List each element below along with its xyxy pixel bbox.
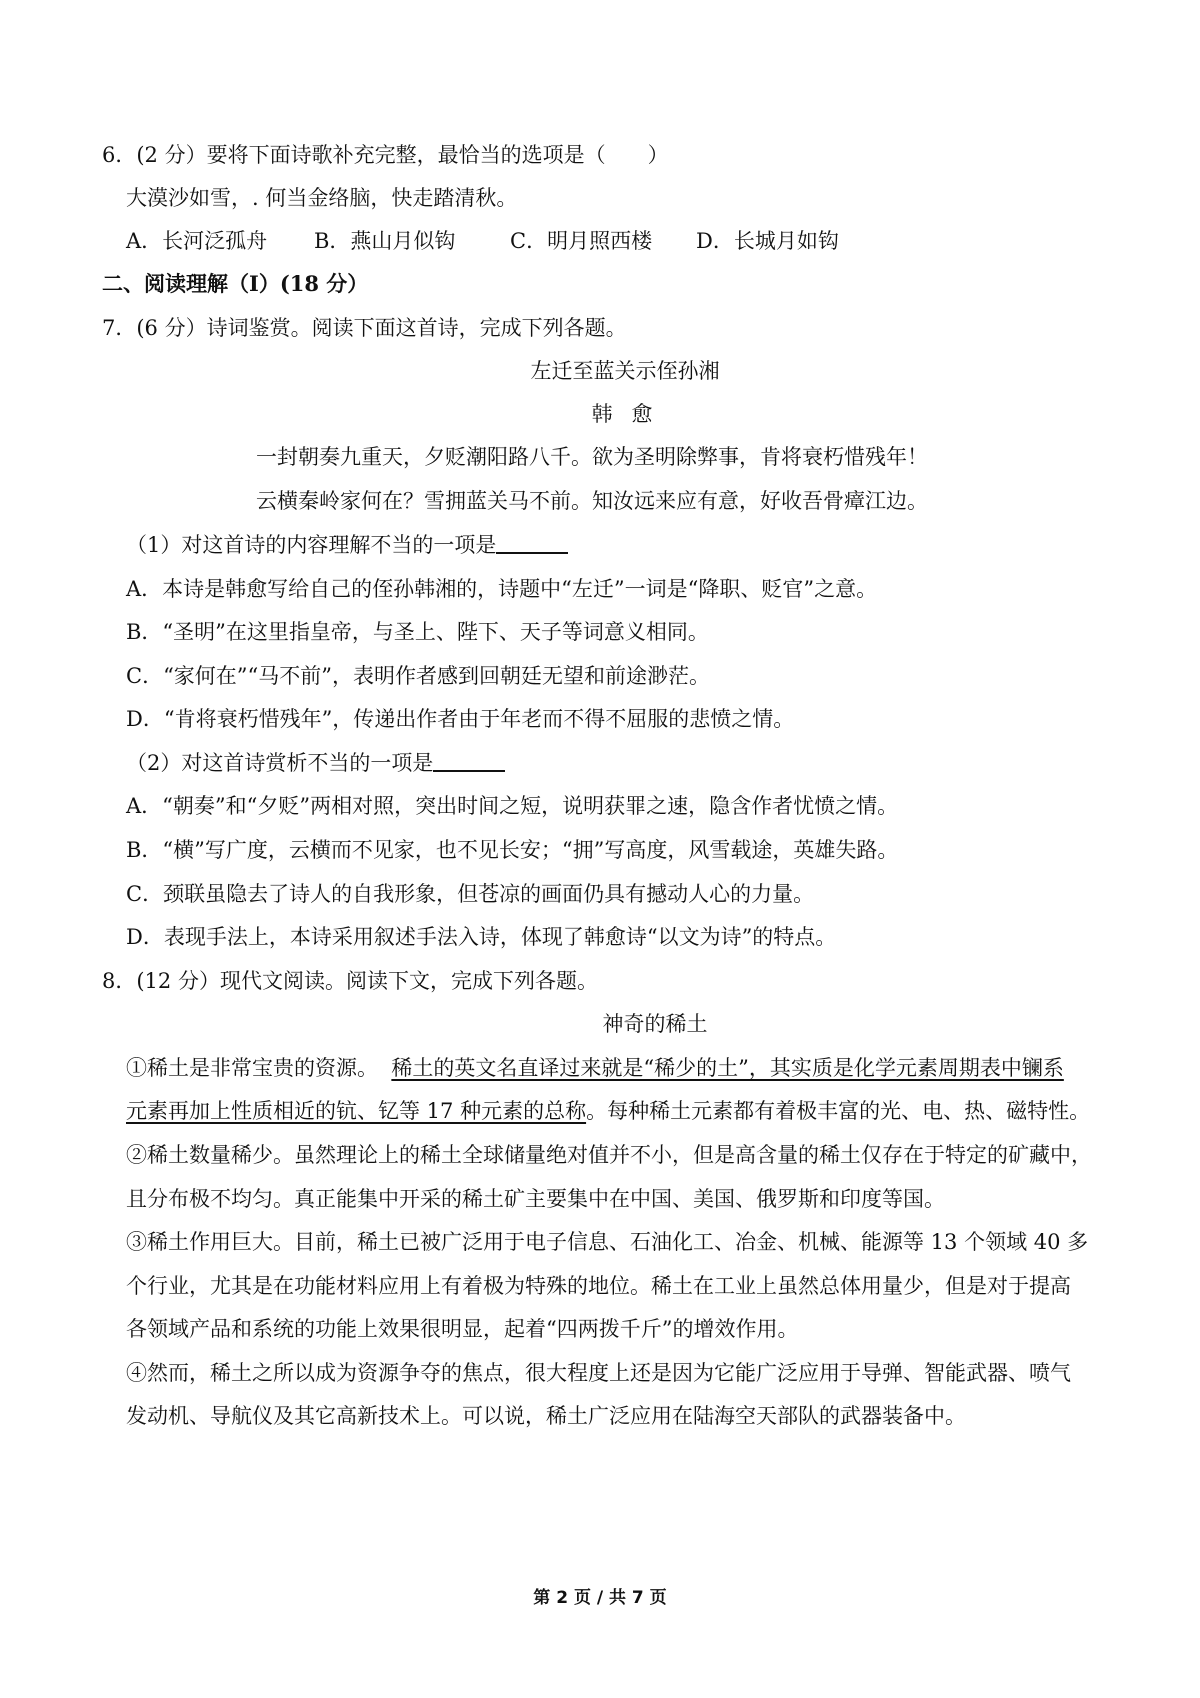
section-heading: 二、阅读理解（Ⅰ）(18 分）	[102, 271, 369, 296]
q7-stem: 7．(6 分）诗词鉴赏。阅读下面这首诗，完成下列各题。	[102, 316, 627, 340]
q7-sub1-option-d: D．“肯将衰朽惜残年”，传递出作者由于年老而不得不屈服的悲愤之情。	[126, 707, 795, 731]
q7-sub1-text: （1）对这首诗的内容理解不当的一项是	[126, 533, 497, 557]
q7-sub2-stem	[126, 748, 505, 778]
answer-blank	[433, 748, 505, 772]
q7-sub2-option-b: B．“横”写广度，云横而不见家，也不见长安；“拥”写高度，风雪载途，英雄失路。	[126, 838, 899, 862]
p1-underlined: 稀土的英文名直译过来就是“稀少的土”，其实质是化学元素周期表中镧系	[391, 1056, 1064, 1080]
answer-blank	[496, 530, 568, 554]
article-title: 神奇的稀土	[602, 1012, 708, 1036]
q7-sub1-stem	[126, 530, 568, 560]
paragraph-3-line-3: 各领域产品和系统的功能上效果很明显，起着“四两拨千斤”的增效作用。	[126, 1317, 799, 1341]
q7-sub2-text: （2）对这首诗赏析不当的一项是	[126, 751, 434, 775]
poem-line-1: 一封朝奏九重天，夕贬潮阳路八千。欲为圣明除弊事，肯将衰朽惜残年！	[256, 445, 928, 469]
q6-option-b: B．燕山月似钩	[314, 229, 456, 253]
q6-option-a: A．长河泛孤舟	[126, 229, 268, 253]
q7-sub2-option-d: D．表现手法上，本诗采用叙述手法入诗，体现了韩愈诗“以文为诗”的特点。	[126, 925, 837, 949]
paragraph-4-line-2: 发动机、导航仪及其它高新技术上。可以说，稀土广泛应用在陆海空天部队的武器装备中。	[126, 1404, 966, 1428]
p1-plain: ①稀土是非常宝贵的资源。	[126, 1056, 378, 1080]
paragraph-1-line-2	[126, 1096, 1090, 1126]
paragraph-4-line-1: ④然而，稀土之所以成为资源争夺的焦点，很大程度上还是因为它能广泛应用于导弹、智能武器、喷气	[126, 1361, 1071, 1385]
q7-sub2-option-a: A．“朝奏”和“夕贬”两相对照，突出时间之短，说明获罪之速，隐含作者忧愤之情。	[126, 794, 899, 818]
q7-sub1-option-c: C．“家何在”“马不前”，表明作者感到回朝廷无望和前途渺茫。	[126, 664, 711, 688]
poem-title: 左迁至蓝关示侄孙湘	[530, 359, 720, 383]
q6-stem: 6．(2 分）要将下面诗歌补充完整，最恰当的选项是（ ）	[102, 143, 669, 167]
p1-underlined-cont: 元素再加上性质相近的钪、钇等 17 种元素的总称	[126, 1099, 587, 1123]
paragraph-3-line-1: ③稀土作用巨大。目前，稀土已被广泛用于电子信息、石油化工、冶金、机械、能源等 13 个领域 40 多	[126, 1230, 1089, 1254]
p1-rest: 。每种稀土元素都有着极丰富的光、电、热、磁特性。	[586, 1099, 1091, 1123]
q6-option-d: D．长城月如钩	[696, 229, 839, 253]
paragraph-1-line-1	[126, 1053, 1064, 1083]
q7-sub2-option-c: C．颈联虽隐去了诗人的自我形象，但苍凉的画面仍具有撼动人心的力量。	[126, 882, 815, 906]
q6-poem: 大漠沙如雪，. 何当金络脑，快走踏清秋。	[126, 186, 518, 210]
paragraph-3-line-2: 个行业，尤其是在功能材料应用上有着极为特殊的地位。稀土在工业上虽然总体用量少，但是对于提高	[126, 1274, 1071, 1298]
poem-author: 韩 愈	[591, 402, 659, 426]
q6-option-c: C．明月照西楼	[510, 229, 653, 253]
paragraph-2-line-2: 且分布极不均匀。真正能集中开采的稀土矿主要集中在中国、美国、俄罗斯和印度等国。	[126, 1187, 945, 1211]
page-number: 第 2 页 / 共 7 页	[533, 1588, 667, 1608]
q7-sub1-option-b: B．“圣明”在这里指皇帝，与圣上、陛下、天子等词意义相同。	[126, 620, 709, 644]
paragraph-2-line-1: ②稀土数量稀少。虽然理论上的稀土全球储量绝对值并不小，但是高含量的稀土仅存在于特定的矿藏中，	[126, 1143, 1092, 1167]
q7-sub1-option-a: A．本诗是韩愈写给自己的侄孙韩湘的，诗题中“左迁”一词是“降职、贬官”之意。	[126, 577, 878, 601]
poem-line-2: 云横秦岭家何在？雪拥蓝关马不前。知汝远来应有意，好收吾骨瘴江边。	[256, 489, 928, 513]
q8-stem: 8．(12 分）现代文阅读。阅读下文，完成下列各题。	[102, 969, 598, 993]
